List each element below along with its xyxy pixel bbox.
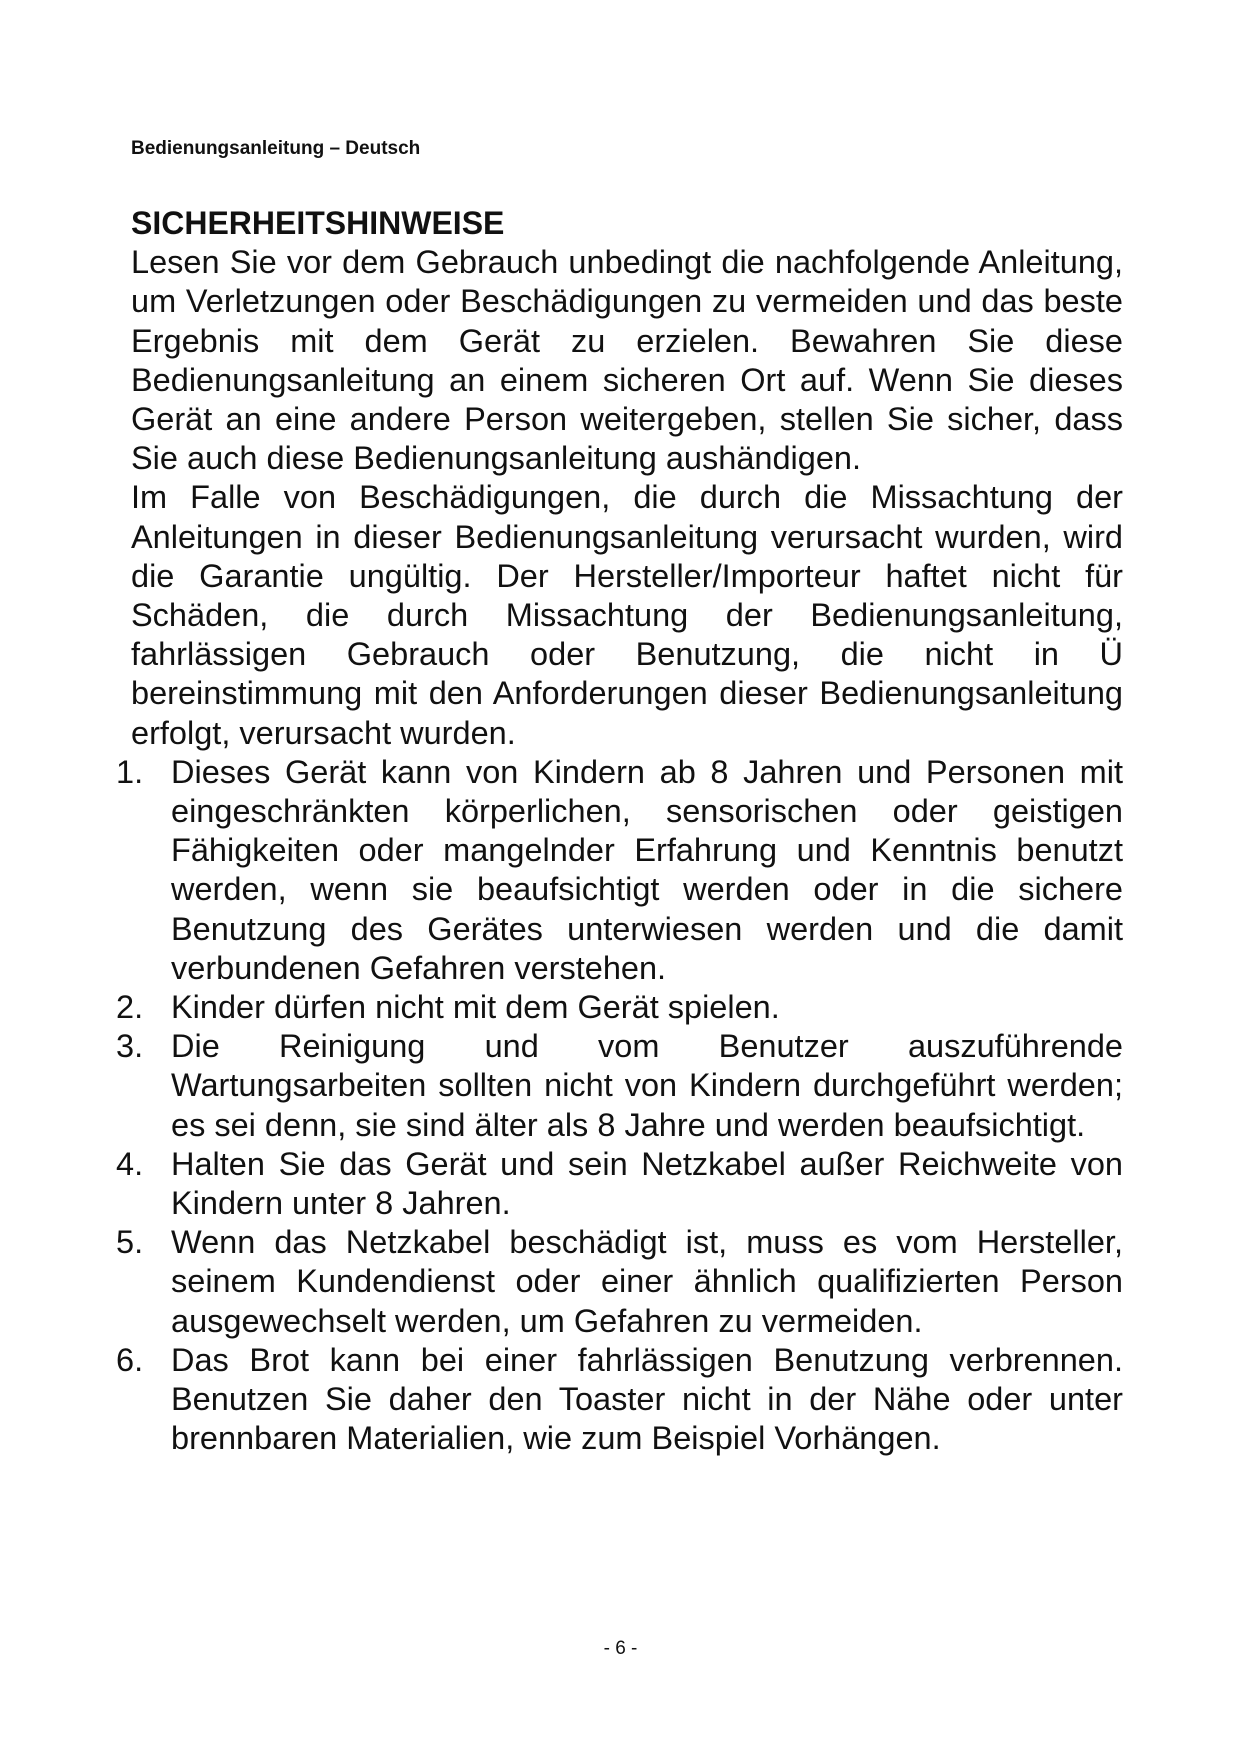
list-item-text: Dieses Gerät kann von Kindern ab 8 Jahren und Personen mit eingeschränkten körperlichen, sensorischen oder geistigen Fähigkeiten oder mangelnder Erfahrung und Kenntnis benutzt werden, wenn sie beaufsichtigt werden oder in die sichere Benutzung des Gerätes unterwiesen werden und die damit verbundenen Gefahren verstehen. — [171, 753, 1123, 986]
list-item — [116, 1341, 1123, 1459]
list-item — [116, 1145, 1123, 1223]
list-item-text: Halten Sie das Gerät und sein Netzkabel außer Reichweite von Kindern unter 8 Jahren. — [171, 1145, 1123, 1222]
safety-section — [116, 204, 1123, 1459]
list-item-text: Die Reinigung und vom Benutzer auszuführende Wartungsarbeiten sollten nicht von Kindern durchgeführt werden; es sei denn, sie sind älter als 8 Jahre und werden beaufsichtigt. — [171, 1028, 1123, 1143]
list-item-text: Kinder dürfen nicht mit dem Gerät spielen. — [171, 989, 780, 1026]
list-item-text: Wenn das Netzkabel beschädigt ist, muss es vom Hersteller, seinem Kundendienst oder einer ähnlich qualifizierten Person ausgewechselt werden, um Gefahren zu vermeiden. — [171, 1224, 1123, 1339]
list-item-number: 3. — [116, 1028, 144, 1065]
section-title: SICHERHEITSHINWEISE — [131, 205, 505, 241]
list-item-number: 2. — [116, 989, 144, 1026]
safety-list — [116, 753, 1123, 1459]
list-item-number: 5. — [116, 1224, 144, 1261]
list-item-number: 6. — [116, 1341, 144, 1378]
warranty-paragraph: Im Falle von Beschädigungen, die durch die Missachtung der Anleitungen in dieser Bedienungsanleitung verursacht wurden, wird die Garantie ungültig. Der Hersteller/Importeur haftet nicht für Schäden, die durch Missachtung der Bedienungsanleitung, fahrlässigen Gebrauch oder Benutzung, die nicht in Ü bereinstimmung mit den Anforderungen dieser Bedienungsanleitung erfolgt, verursacht wurden. — [131, 479, 1123, 751]
list-item — [116, 1027, 1123, 1145]
document-header: Bedienungsanleitung – Deutsch — [131, 138, 421, 159]
page-number: - 6 - — [603, 1638, 638, 1659]
intro-paragraph: Lesen Sie vor dem Gebrauch unbedingt die nachfolgende Anleitung, um Verletzungen oder Beschädigungen zu vermeiden und das beste Ergebnis mit dem Gerät zu erzielen. Bewahren Sie diese Bedienungsanleitung an einem sicheren Ort auf. Wenn Sie dieses Gerät an eine andere Person weitergeben, stellen Sie sicher, dass Sie auch diese Bedienungsanleitung aushändigen. — [131, 244, 1123, 477]
list-item — [116, 753, 1123, 988]
list-item — [116, 988, 1123, 1027]
list-item — [116, 1223, 1123, 1341]
list-item-number: 1. — [116, 753, 144, 790]
list-item-text: Das Brot kann bei einer fahrlässigen Benutzung verbrennen. Benutzen Sie daher den Toaster nicht in der Nähe oder unter brennbaren Materialien, wie zum Beispiel Vorhängen. — [171, 1341, 1123, 1457]
list-item-number: 4. — [116, 1145, 144, 1182]
